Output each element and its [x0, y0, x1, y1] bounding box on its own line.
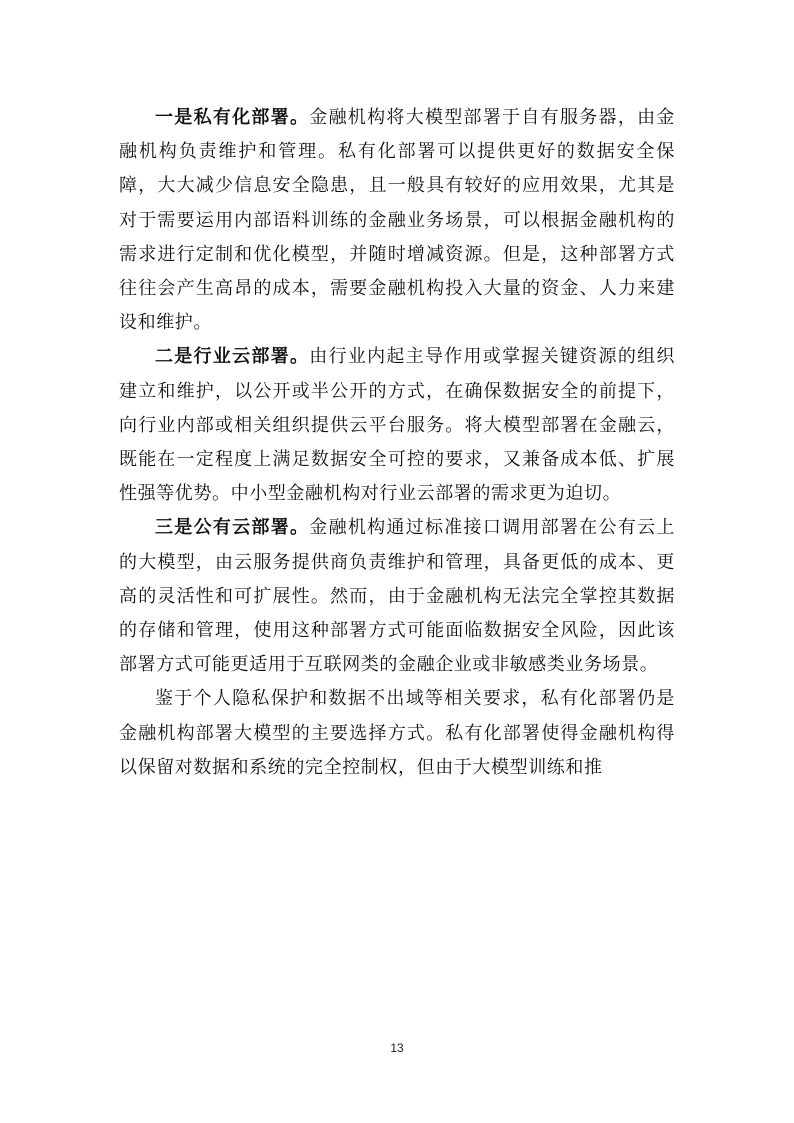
- paragraph-text: 鉴于个人隐私保护和数据不出域等相关要求，私有化部署仍是金融机构部署大模型的主要选择方式。私有化部署使得金融机构得以保留对数据和系统的完全控制权，但由于大模型训练和推: [119, 688, 675, 778]
- paragraph-industry-cloud: [119, 340, 675, 511]
- paragraph-conclusion: [119, 682, 675, 785]
- paragraph-lead: 二是行业云部署。: [155, 346, 310, 368]
- body-text: [119, 101, 675, 785]
- paragraph-text: 金融机构通过标准接口调用部署在公有云上的大模型，由云服务提供商负责维护和管理，具备更低的成本、更高的灵活性和可扩展性。然而，由于金融机构无法完全掌控其数据的存储和管理，使用这种部署方式可能面临数据安全风险，因此该部署方式可能更适用于互联网类的金融企业或非敏感类业务场景。: [119, 517, 675, 676]
- paragraph-public-cloud: [119, 511, 675, 682]
- paragraph-text: 金融机构将大模型部署于自有服务器，由金融机构负责维护和管理。私有化部署可以提供更好的数据安全保障，大大减少信息安全隐患，且一般具有较好的应用效果，尤其是对于需要运用内部语料训练的金融业务场景，可以根据金融机构的需求进行定制和优化模型，并随时增减资源。但是，这种部署方式往往会产生高昂的成本，需要金融机构投入大量的资金、人力来建设和维护。: [119, 107, 675, 334]
- paragraph-text: 由行业内起主导作用或掌握关键资源的组织建立和维护，以公开或半公开的方式，在确保数据安全的前提下，向行业内部或相关组织提供云平台服务。将大模型部署在金融云，既能在一定程度上满足数据安全可控的要求，又兼备成本低、扩展性强等优势。中小型金融机构对行业云部署的需求更为迫切。: [119, 346, 675, 505]
- paragraph-lead: 三是公有云部署。: [155, 517, 310, 539]
- page-number: 13: [390, 1041, 404, 1055]
- paragraph-lead: 一是私有化部署。: [155, 107, 310, 128]
- paragraph-private-deployment: [119, 101, 675, 340]
